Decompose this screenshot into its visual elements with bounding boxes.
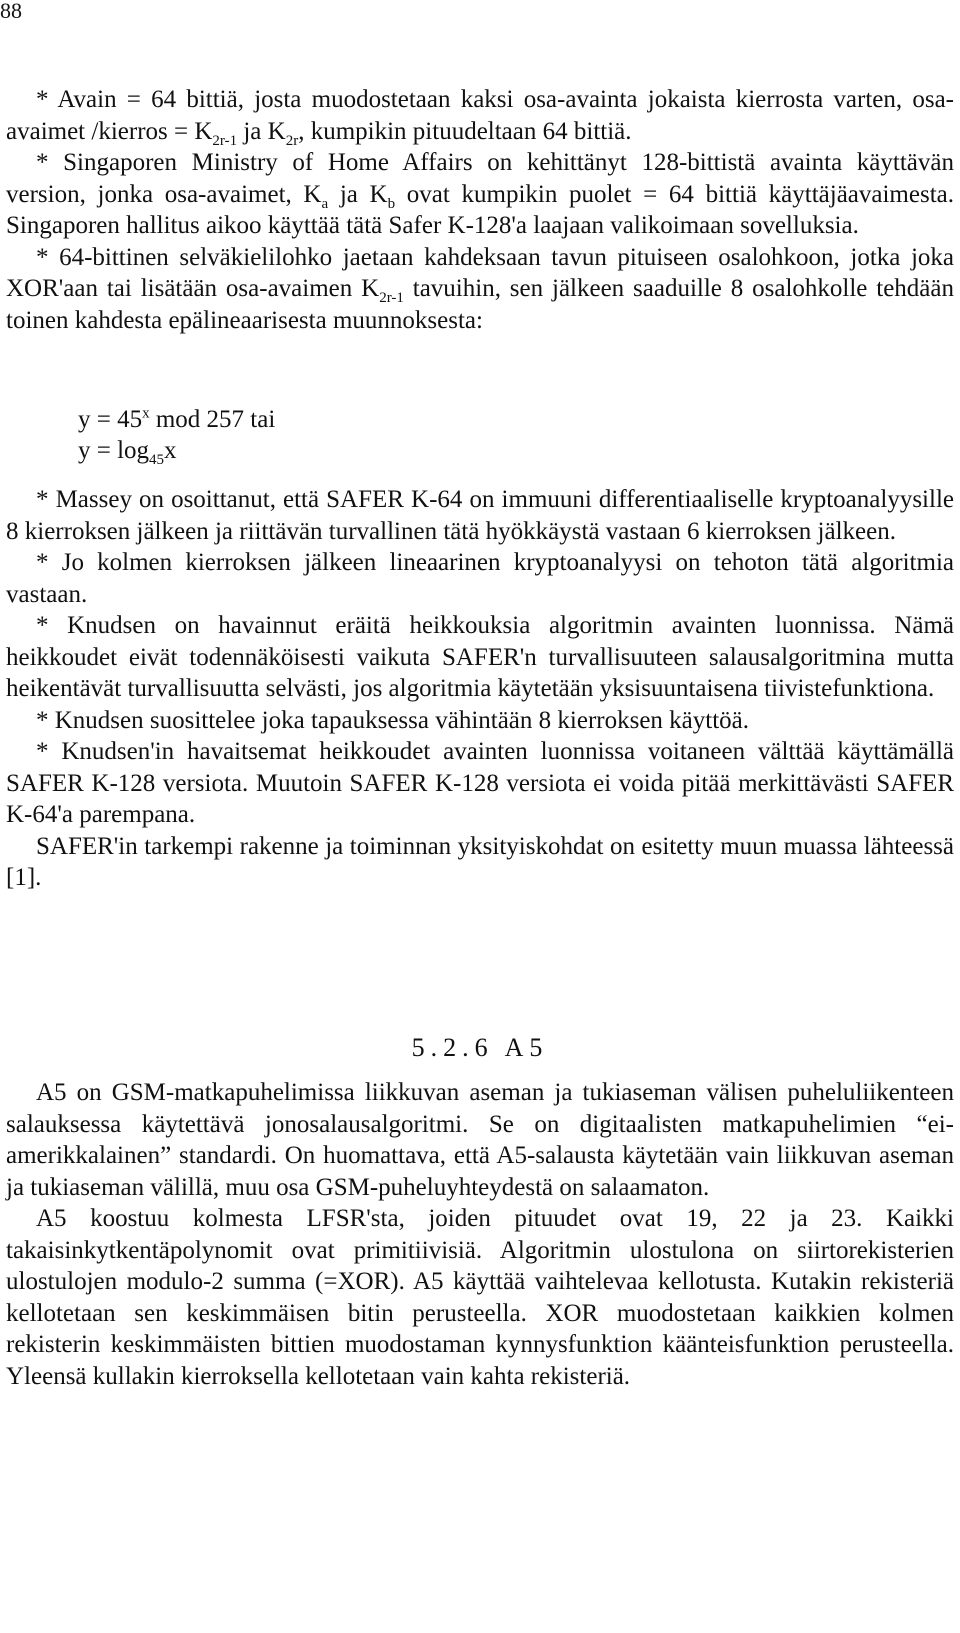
text-block-2 [6,484,954,894]
paragraph: * Massey on osoittanut, että SAFER K-64 on immuuni differentiaaliselle kryptoanalyysille 8 kierroksen jälkeen ja riittävän turvallinen tätä hyökkäystä vastaan 6 kierroksen jälkeen. [6,486,954,545]
paragraph: * Avain = 64 bittiä, josta muodostetaan kaksi osa-avainta jokaista kierrosta varten, osa-avaimet /kierros = $K_{2r-1}$ ja $K_{2r}$, kumpikin pituudeltaan 64 bittiä. [6,86,954,149]
paragraph: A5 koostuu kolmesta LFSR'sta, joiden pituudet ovat 19, 22 ja 23. Kaikki takaisinkytkentäpolynomit ovat primitiivisiä. Algoritmin ulostulona on siirtorekisterien ulostulojen modulo-2 summa (=XOR). A5 käyttää vaihtelevaa kellotusta. Kutakin rekisteriä kellotetaan sen keskimmäisen bitin perusteella. XOR muodostetaan kaikkien kolmen rekisterin keskimmäisten bittien muodostaman kynnysfunktion käänteisfunktion perusteella. Yleensä kullakin kierroksella kellotetaan vain kahta rekisteriä. [6,1205,954,1390]
paragraph: * Knudsen suosittelee joka tapauksessa vähintään 8 kierroksen käyttöä. [36,706,750,734]
formula-block [78,404,275,466]
page-number: 88 [0,0,22,23]
paragraph: * Knudsen'in havaitsemat heikkoudet avainten luonnissa voitaneen välttää käyttämällä SAFER K-128 versiota. Muutoin SAFER K-128 versiota ei voida pitää merkittävästi SAFER K-64'a parempana. [6,738,954,828]
formula-line: $y = 45^x$ mod 257 tai [78,405,276,433]
paragraph: * Singaporen Ministry of Home Affairs on kehittänyt 128-bittistä avainta käyttävän version, jonka osa-avaimet, $K_a$ ja $K_b$ ovat kumpikin puolet = 64 bittiä käyttäjäavaimesta. Singaporen hallitus aikoo käyttää tätä Safer K-128'a laajaan valikoimaan sovelluksia. [6,149,954,239]
text-block-3 [6,1077,954,1392]
paragraph: * Knudsen on havainnut eräitä heikkouksia algoritmin avainten luonnissa. Nämä heikkoudet eivät todennäköisesti vaikuta SAFER'n turvallisuuteen salausalgoritmina mutta heikentävät turvallisuutta selvästi, jos algoritmia käytetään yksisuuntaisena tiivistefunktiona. [6,612,954,702]
paragraph: * 64-bittinen selväkielilohko jaetaan kahdeksaan tavun pituiseen osalohkoon, jotka joka XOR'aan tai lisätään osa-avaimen $K_{2r-1}$ tavuihin, sen jälkeen saaduille 8 osalohkolle tehdään toinen kahdesta epälineaarisesta muunnoksesta: [6,243,954,334]
paragraph: SAFER'in tarkempi rakenne ja toiminnan yksityiskohdat on esitetty muun muassa lähteessä [1]. [6,832,954,891]
text-block-1 [6,84,954,336]
section-heading: 5.2.6 A5 [411,1033,549,1062]
formula-line: $y = \log_{45}x$ [78,437,177,468]
paragraph: * Jo kolmen kierroksen jälkeen lineaarinen kryptoanalyysi on tehoton tätä algoritmia vastaan. [6,549,954,608]
paragraph: A5 on GSM-matkapuhelimissa liikkuvan aseman ja tukiaseman välisen puheluliikenteen salauksessa käytettävä jonosalausalgoritmi. Se on digitaalisten matkapuhelimien “ei-amerikkalainen” standardi. On huomattava, että A5-salausta käytetään vain liikkuvan aseman ja tukiaseman välillä, muu osa GSM-puheluyhteydestä on salaamaton. [6,1079,954,1201]
